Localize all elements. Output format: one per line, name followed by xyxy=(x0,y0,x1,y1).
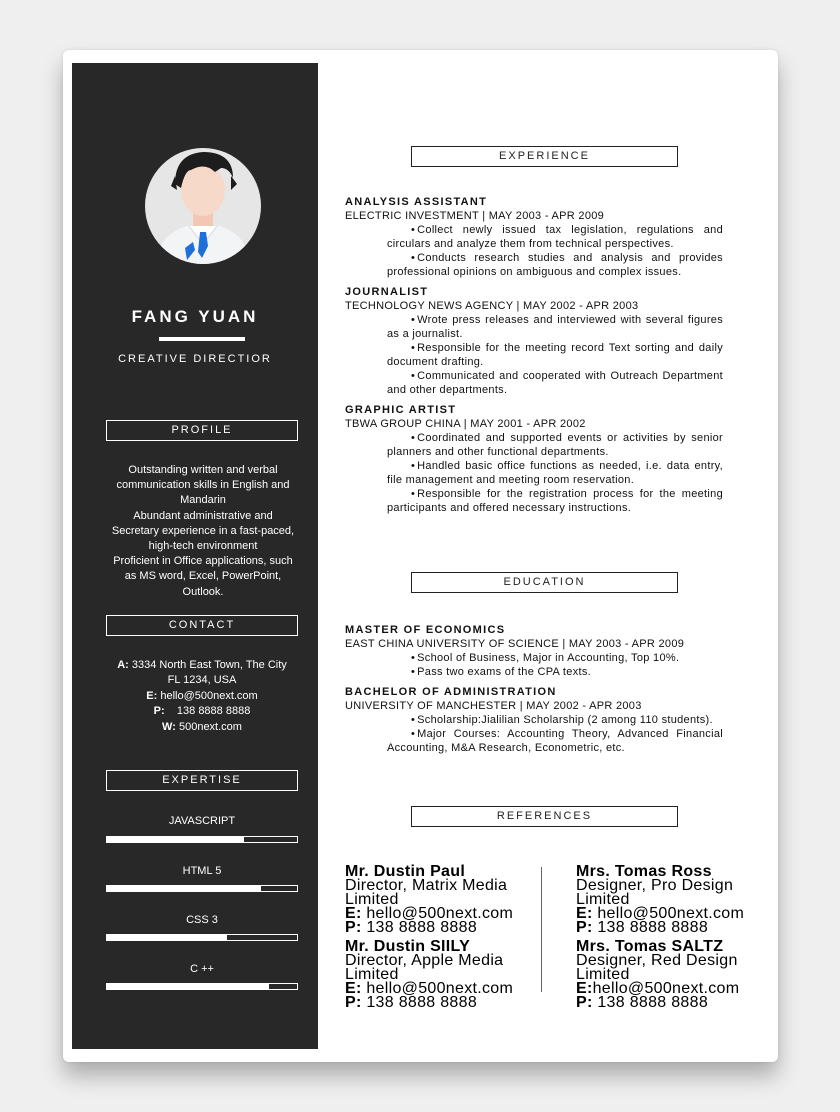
expertise-heading: EXPERTISE xyxy=(106,770,298,791)
education-bullet: • Scholarship:Jialilian Scholarship (2 among 110 students). xyxy=(387,713,723,727)
skill-bar xyxy=(106,885,298,892)
school-name: EAST CHINA UNIVERSITY OF SCIENCE | MAY 2003 - APR 2009 xyxy=(345,638,685,650)
experience-heading: EXPERIENCE xyxy=(411,146,678,167)
email-label: E: xyxy=(146,689,158,702)
reference-position: Designer, Red Design Limited xyxy=(576,952,738,983)
reference-phone-value: 138 8888 8888 xyxy=(597,919,709,936)
profile-line: Abundant administrative and Secretary experience in a fast-paced, high-tech environment xyxy=(111,509,295,553)
reference-email-label: E: xyxy=(345,905,362,922)
experience-section xyxy=(345,195,723,521)
profile-line: Outstanding written and verbal communication skills in English and Mandarin xyxy=(116,464,290,507)
degree-title: MASTER OF ECONOMICS xyxy=(345,624,506,636)
sidebar xyxy=(72,63,318,1049)
reference-phone-label: P: xyxy=(345,994,362,1011)
education-item xyxy=(345,623,723,679)
name-underline xyxy=(159,337,245,341)
reference-email-value: hello@500next.com xyxy=(366,905,514,922)
reference-position: Designer, Pro Design Limited xyxy=(576,877,734,908)
reference-email-label: E: xyxy=(576,980,593,997)
address-line1: 3334 North East Town, The City xyxy=(131,659,287,671)
experience-item xyxy=(345,403,723,515)
job-bullet: • Collect newly issued tax legislation, regulations and circulars and analyze them from technical perspectives. xyxy=(387,223,723,251)
skill-bar-fill xyxy=(107,984,269,989)
job-title: GRAPHIC ARTIST xyxy=(345,404,457,416)
job-company: TECHNOLOGY NEWS AGENCY | MAY 2002 - APR 2003 xyxy=(345,300,639,312)
education-bullet: • School of Business, Major in Accounting, Top 10%. xyxy=(387,651,723,665)
reference-email-value: hello@500next.com xyxy=(366,980,514,997)
reference-phone xyxy=(345,996,535,1010)
job-role: CREATIVE DIRECTIOR xyxy=(118,353,272,365)
skill-label: HTML 5 xyxy=(182,865,222,877)
references-heading: REFERENCES xyxy=(411,806,678,827)
reference-name: Mrs. Tomas Ross xyxy=(576,863,712,880)
education-heading: EDUCATION xyxy=(411,572,678,593)
phone-value: 138 8888 8888 xyxy=(176,705,251,718)
references-divider xyxy=(541,867,542,992)
skill-bar xyxy=(106,983,298,990)
degree-title: BACHELOR OF ADMINISTRATION xyxy=(345,686,557,698)
experience-item xyxy=(345,195,723,279)
avatar-icon xyxy=(145,148,261,264)
phone-label: P: xyxy=(153,705,165,718)
job-bullet: • Handled basic office functions as needed, i.e. data entry, file management and meeting room reservation. xyxy=(387,459,723,487)
education-bullet: • Major Courses: Accounting Theory, Advanced Financial Accounting, M&A Research, Econometric, etc. xyxy=(387,727,723,755)
reference-card xyxy=(576,865,766,935)
contact-address xyxy=(106,658,298,673)
person-name: FANG YUAN xyxy=(131,307,259,326)
reference-phone-label: P: xyxy=(576,919,593,936)
job-bullet: • Communicated and cooperated with Outreach Department and other departments. xyxy=(387,369,723,397)
reference-email-value: hello@500next.com xyxy=(592,980,740,997)
address-line2: FL 1234, USA xyxy=(167,674,237,687)
profile-line: Proficient in Office applications, such as MS word, Excel, PowerPoint, Outlook. xyxy=(113,555,293,598)
reference-card xyxy=(345,865,535,935)
contact-phone xyxy=(106,704,298,719)
skill-bar-fill xyxy=(107,935,227,940)
skill-bar-fill xyxy=(107,837,244,842)
contact-email xyxy=(106,689,298,704)
resume-page xyxy=(63,50,778,1062)
education-section xyxy=(345,623,723,761)
reference-phone xyxy=(576,921,766,935)
contact-web xyxy=(106,720,298,735)
reference-phone-label: P: xyxy=(345,919,362,936)
reference-name: Mr. Dustin Paul xyxy=(345,863,466,880)
reference-card xyxy=(345,940,535,1010)
reference-position: Director, Apple Media Limited xyxy=(345,952,504,983)
education-item xyxy=(345,685,723,755)
contact-block xyxy=(106,658,298,735)
skill-label: JAVASCRIPT xyxy=(168,815,236,827)
job-bullet: • Coordinated and supported events or activities by senior planners and other functional departments. xyxy=(387,431,723,459)
reference-phone-value: 138 8888 8888 xyxy=(366,919,478,936)
experience-item xyxy=(345,285,723,397)
web-label: W: xyxy=(162,720,176,733)
job-bullet: • Conducts research studies and analysis and provides professional opinions on ambiguous and complex issues. xyxy=(387,251,723,279)
contact-heading: CONTACT xyxy=(106,615,298,636)
reference-phone-value: 138 8888 8888 xyxy=(366,994,478,1011)
profile-heading: PROFILE xyxy=(106,420,298,441)
skill-bar xyxy=(106,836,298,843)
job-company: TBWA GROUP CHINA | MAY 2001 - APR 2002 xyxy=(345,418,586,430)
reference-phone-value: 138 8888 8888 xyxy=(597,994,709,1011)
reference-phone xyxy=(576,996,766,1010)
skill-label: C ++ xyxy=(190,963,214,975)
reference-card xyxy=(576,940,766,1010)
education-bullet: • Pass two exams of the CPA texts. xyxy=(387,665,723,679)
job-bullet: • Responsible for the meeting record Text sorting and daily document drafting. xyxy=(387,341,723,369)
skill-bar-fill xyxy=(107,886,261,891)
reference-phone xyxy=(345,921,535,935)
reference-email-label: E: xyxy=(345,980,362,997)
job-title: JOURNALIST xyxy=(345,286,429,298)
reference-email-value: hello@500next.com xyxy=(597,905,745,922)
profile-text xyxy=(110,463,296,600)
reference-position: Director, Matrix Media Limited xyxy=(345,877,508,908)
reference-name: Mrs. Tomas SALTZ xyxy=(576,938,724,955)
skill-bar xyxy=(106,934,298,941)
job-company: ELECTRIC INVESTMENT | MAY 2003 - APR 2009 xyxy=(345,210,605,222)
email-value: hello@500next.com xyxy=(160,689,258,702)
web-value: 500next.com xyxy=(178,720,242,733)
reference-phone-label: P: xyxy=(576,994,593,1011)
job-title: ANALYSIS ASSISTANT xyxy=(345,196,488,208)
job-bullet: • Wrote press releases and interviewed with several figures as a journalist. xyxy=(387,313,723,341)
reference-email-label: E: xyxy=(576,905,593,922)
reference-name: Mr. Dustin SIILY xyxy=(345,938,471,955)
job-bullet: • Responsible for the registration process for the meeting participants and offered necessary instructions. xyxy=(387,487,723,515)
school-name: UNIVERSITY OF MANCHESTER | MAY 2002 - APR 2003 xyxy=(345,700,642,712)
address-label: A: xyxy=(117,659,129,671)
skill-label: CSS 3 xyxy=(186,914,218,926)
